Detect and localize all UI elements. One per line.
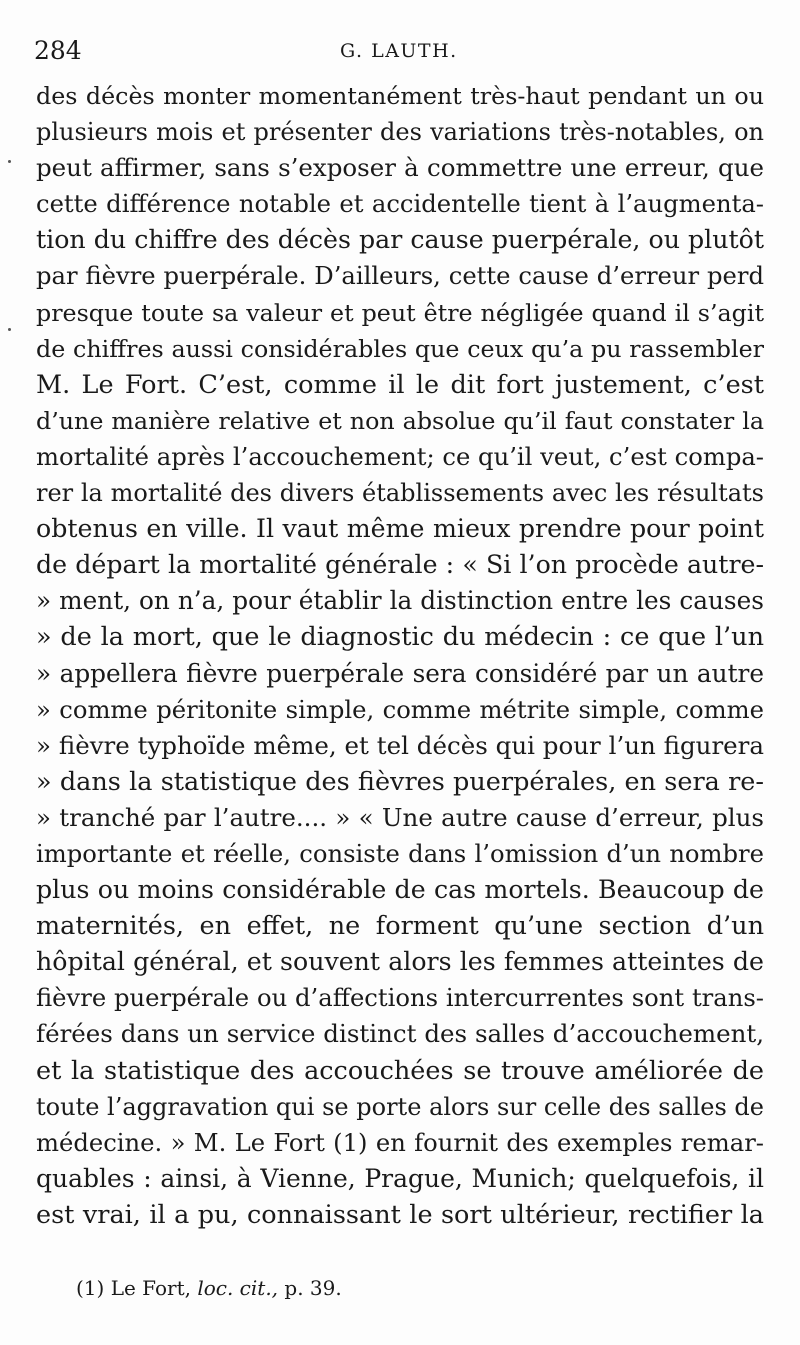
text-line: peut affirmer, sans s’exposer à commettre une erreur, que bbox=[36, 153, 764, 183]
footnote-page: p. 39. bbox=[284, 1276, 342, 1300]
text-line: quables : ainsi, à Vienne, Prague, Munich; quelquefois, il bbox=[36, 1163, 764, 1193]
text-line: par fièvre puerpérale. D’ailleurs, cette cause d’erreur perd bbox=[36, 261, 764, 291]
text-line: » tranché par l’autre.... » « Une autre cause d’erreur, plus bbox=[36, 802, 764, 832]
text-line: fièvre puerpérale ou d’affections intercurrentes sont trans- bbox=[36, 983, 764, 1013]
text-line: est vrai, il a pu, connaissant le sort ultérieur, rectifier la bbox=[36, 1199, 764, 1230]
text-line: » appellera fièvre puerpérale sera considéré par un autre bbox=[36, 658, 764, 688]
margin-speck bbox=[8, 328, 11, 331]
text-line: importante et réelle, consiste dans l’omission d’un nombre bbox=[36, 838, 764, 868]
text-line: plus ou moins considérable de cas mortels. Beaucoup de bbox=[36, 875, 764, 905]
text-line: toute l’aggravation qui se porte alors sur celle des salles de bbox=[36, 1092, 764, 1121]
text-line: hôpital général, et souvent alors les femmes atteintes de bbox=[36, 947, 764, 977]
footnote-marker: (1) bbox=[76, 1276, 105, 1300]
text-line: mortalité après l’accouchement; ce qu’il veut, c’est compa- bbox=[36, 441, 764, 471]
running-head: G. LAUTH. bbox=[340, 40, 458, 62]
text-line: médecine. » M. Le Fort (1) en fournit des exemples remar- bbox=[36, 1127, 764, 1157]
body-text bbox=[36, 78, 764, 1233]
page-number: 284 bbox=[34, 36, 82, 65]
text-line: cette différence notable et accidentelle tient à l’augmenta- bbox=[36, 189, 764, 219]
text-line: maternités, en effet, ne forment qu’une section d’un bbox=[36, 911, 764, 942]
page-header bbox=[34, 36, 764, 66]
text-line: de chiffres aussi considérables que ceux qu’a pu rassembler bbox=[36, 334, 764, 363]
text-line: M. Le Fort. C’est, comme il le dit fort justement, c’est bbox=[36, 369, 764, 400]
text-line: d’une manière relative et non absolue qu’il faut constater la bbox=[36, 406, 764, 435]
text-line: rer la mortalité des divers établissements avec les résultats bbox=[36, 479, 764, 508]
text-line: férées dans un service distinct des salles d’accouchement, bbox=[36, 1019, 764, 1049]
text-line: tion du chiffre des décès par cause puerpérale, ou plutôt bbox=[36, 225, 764, 255]
text-line: et la statistique des accouchées se trouve améliorée de bbox=[36, 1055, 764, 1086]
text-line: » fièvre typhoïde même, et tel décès qui pour l’un figurera bbox=[36, 730, 764, 760]
text-line: des décès monter momentanément très-haut pendant un ou bbox=[36, 82, 764, 110]
text-line: » ment, on n’a, pour établir la distinction entre les causes bbox=[36, 586, 764, 616]
text-line: » comme péritonite simple, comme métrite simple, comme bbox=[36, 694, 764, 724]
footnote-reference: loc. cit., bbox=[197, 1276, 279, 1300]
text-line: » de la mort, que le diagnostic du médecin : ce que l’un bbox=[36, 622, 764, 653]
margin-speck bbox=[8, 160, 11, 163]
text-line: de départ la mortalité générale : « Si l’on procède autre- bbox=[36, 550, 764, 580]
text-line: obtenus en ville. Il vaut même mieux prendre pour point bbox=[36, 514, 764, 544]
footnote-author: Le Fort, bbox=[110, 1276, 191, 1300]
footnote bbox=[76, 1276, 342, 1300]
text-line: presque toute sa valeur et peut être négligée quand il s’agit bbox=[36, 298, 764, 327]
text-line: plusieurs mois et présenter des variations très-notables, on bbox=[36, 118, 764, 147]
text-line: » dans la statistique des fièvres puerpérales, en sera re- bbox=[36, 766, 764, 797]
